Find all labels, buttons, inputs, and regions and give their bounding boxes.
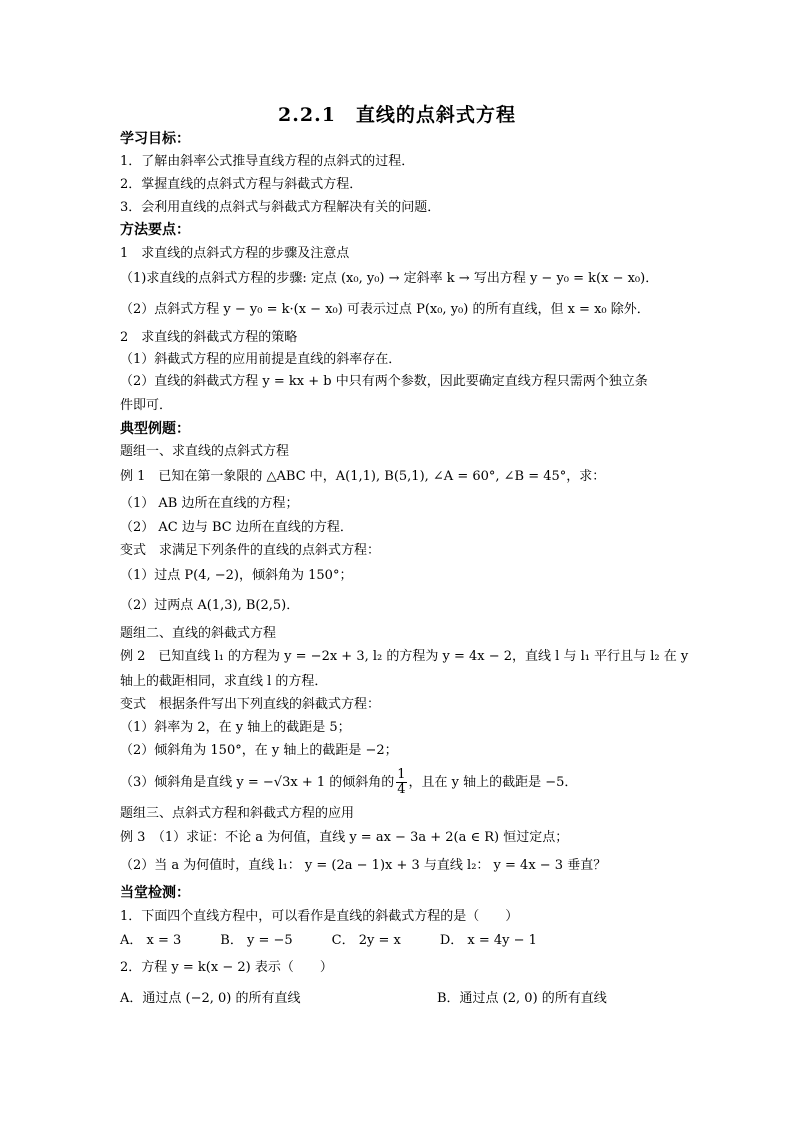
check-q2-option-b: B．通过点 (2, 0) 的所有直线: [437, 991, 607, 1006]
group3-heading: 题组三、点斜式方程和斜截式方程的应用: [120, 806, 355, 821]
example-1-q2: （2） AC 边与 BC 边所在直线的方程．: [120, 520, 353, 535]
variant-1-q2: （2）过两点 A(1,3), B(2,5)．: [120, 598, 300, 613]
goal-item-1: 1．了解由斜率公式推导直线方程的点斜式的过程．: [120, 154, 415, 169]
methods-sub1-line2: （2）点斜式方程 y − y₀ = k·(x − x₀) 可表示过点 P(x₀, y₀) 的所有直线，但 x = x₀ 除外．: [120, 302, 650, 317]
variant-1: 变式 求满足下列条件的直线的点斜式方程：: [120, 543, 381, 558]
methods-sub1-line1: （1)求直线的点斜式方程的步骤: 定点 (x₀, y₀) → 定斜率 k → 写出方程 y − y₀ = k(x − x₀)．: [120, 271, 659, 286]
group1-heading: 题组一、求直线的点斜式方程: [120, 444, 290, 459]
methods-sub2: 2 求直线的斜截式方程的策略: [120, 330, 298, 345]
variant-2-q3: [120, 766, 680, 800]
variant-2: 变式 根据条件写出下列直线的斜截式方程：: [120, 697, 381, 712]
example-1-q1: （1） AB 边所在直线的方程；: [120, 496, 299, 511]
variant-2-q2: （2）倾斜角为 150°，在 y 轴上的截距是 −2；: [120, 743, 398, 758]
examples-heading: 典型例题：: [120, 421, 190, 437]
check-q1-options: A． x = 3 B． y = −5 C． 2y = x D． x = 4y − 1: [120, 933, 537, 948]
methods-sub2-line2b: 件即可．: [120, 398, 173, 413]
one-quarter-fraction: [396, 768, 406, 797]
variant-2-q1: （1）斜率为 2，在 y 轴上的截距是 5；: [120, 720, 351, 735]
fraction-numerator: 1: [397, 767, 406, 782]
fraction-denominator: 4: [397, 782, 406, 797]
group2-heading: 题组二、直线的斜截式方程: [120, 626, 277, 641]
example-1: 例 1 已知在第一象限的 △ABC 中，A(1,1), B(5,1), ∠A = 60°, ∠B = 45°，求：: [120, 469, 606, 484]
example-3-q1: 例 3 （1）求证：不论 a 为何值，直线 y = ax − 3a + 2(a ∈ R) 恒过定点；: [120, 830, 569, 845]
check-q2: 2．方程 y = k(x − 2) 表示（ ）: [120, 960, 333, 975]
example-2-line1: 例 2 已知直线 l₁ 的方程为 y = −2x + 3, l₂ 的方程为 y = 4x − 2，直线 l 与 l₁ 平行且与 l₂ 在 y: [120, 649, 689, 664]
methods-sub2-line1: （1）斜截式方程的应用前提是直线的斜率存在．: [120, 352, 402, 367]
goal-item-2: 2．掌握直线的点斜式方程与斜截式方程．: [120, 177, 363, 192]
check-heading: 当堂检测：: [120, 885, 190, 901]
goal-item-3: 3．会利用直线的点斜式与斜截式方程解决有关的问题．: [120, 200, 441, 215]
variant-2-q3-text-a: （3）倾斜角是直线 y = −√3x + 1 的倾斜角的: [120, 775, 395, 790]
check-q1: 1．下面四个直线方程中，可以看作是直线的斜截式方程的是（ ）: [120, 909, 519, 924]
variant-1-q1: （1）过点 P(4, −2)，倾斜角为 150°；: [120, 568, 353, 583]
methods-sub1: 1 求直线的点斜式方程的步骤及注意点: [120, 246, 350, 261]
check-q2-option-a: A．通过点 (−2, 0) 的所有直线: [120, 991, 301, 1006]
page-title: 2.2.1 直线的点斜式方程: [278, 104, 516, 126]
variant-2-q3-text-b: ，且在 y 轴上的截距是 −5．: [408, 775, 578, 790]
example-2-line2: 轴上的截距相同，求直线 l 的方程．: [120, 674, 328, 689]
example-3-q2: （2）当 a 为何值时，直线 l₁： y = (2a − 1)x + 3 与直线 l₂： y = 4x − 3 垂直？: [120, 858, 607, 873]
goals-heading: 学习目标：: [120, 131, 190, 147]
methods-heading: 方法要点：: [120, 222, 190, 238]
methods-sub2-line2a: （2）直线的斜截式方程 y = kx + b 中只有两个参数，因此要确定直线方程只需两个独立条: [120, 374, 648, 389]
